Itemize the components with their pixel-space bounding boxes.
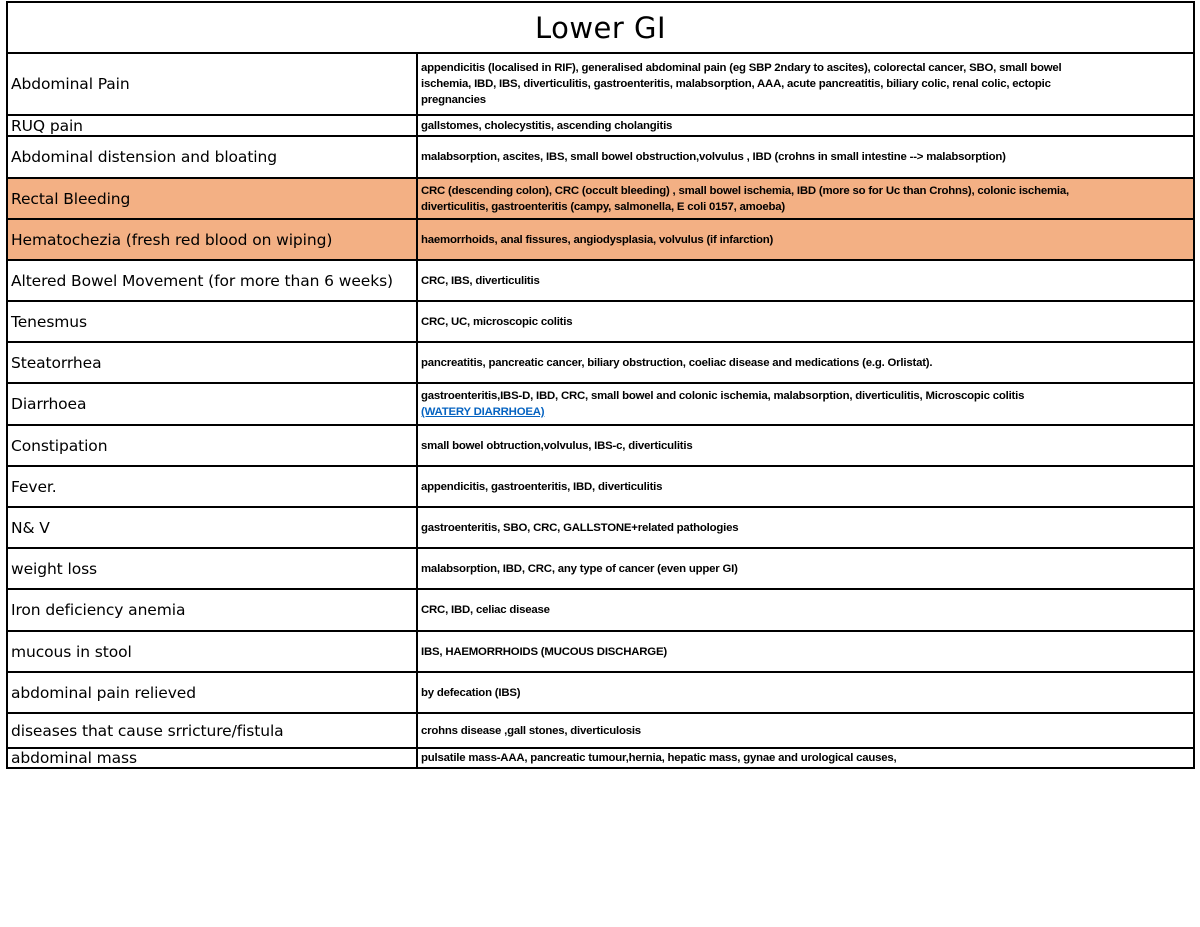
causes-line: gastroenteritis, SBO, CRC, GALLSTONE+related pathologies <box>421 521 739 534</box>
causes-cell <box>417 507 1194 548</box>
table-row <box>7 178 1194 219</box>
table-row <box>7 672 1194 713</box>
causes-line: small bowel obtruction,volvulus, IBS-c, diverticulitis <box>421 439 693 452</box>
causes-text <box>421 118 1190 134</box>
causes-cell <box>417 260 1194 301</box>
symptom-cell: Abdominal distension and bloating <box>7 136 417 178</box>
causes-line: malabsorption, ascites, IBS, small bowel obstruction,volvulus , IBD (crohns in small intestine --> malabsorption) <box>421 151 1006 163</box>
causes-cell <box>417 136 1194 178</box>
table-row <box>7 748 1194 768</box>
table-row <box>7 425 1194 466</box>
causes-line: pregnancies <box>421 94 486 106</box>
causes-line: appendicitis (localised in RIF), generalised abdominal pain (eg SBP 2ndary to ascites), colorectal cancer, SBO, small bowel <box>421 62 1062 74</box>
causes-cell <box>417 383 1194 425</box>
causes-cell <box>417 548 1194 589</box>
causes-text <box>421 723 1190 739</box>
causes-line: pulsatile mass-AAA, pancreatic tumour,hernia, hepatic mass, gynae and urological causes, <box>421 752 897 764</box>
causes-text <box>421 438 1190 454</box>
symptom-cell: mucous in stool <box>7 631 417 672</box>
causes-cell <box>417 219 1194 260</box>
table-row <box>7 219 1194 260</box>
causes-cell <box>417 631 1194 672</box>
table-row <box>7 548 1194 589</box>
causes-text <box>421 479 1190 495</box>
causes-text <box>421 60 1190 108</box>
table-row <box>7 589 1194 631</box>
symptom-cell: N& V <box>7 507 417 548</box>
causes-cell <box>417 53 1194 115</box>
causes-text <box>421 644 1190 660</box>
symptom-cell: abdominal mass <box>7 748 417 768</box>
causes-line: pancreatitis, pancreatic cancer, biliary obstruction, coeliac disease and medications (e.g. Orlistat). <box>421 356 933 369</box>
table-row <box>7 631 1194 672</box>
causes-line: CRC, IBD, celiac disease <box>421 604 550 616</box>
causes-line: by defecation (IBS) <box>421 686 521 699</box>
symptom-cell: abdominal pain relieved <box>7 672 417 713</box>
causes-cell <box>417 466 1194 507</box>
causes-text <box>421 561 1190 577</box>
causes-line: CRC (descending colon), CRC (occult bleeding) , small bowel ischemia, IBD (more so for Uc than Crohns), colonic ischemia, <box>421 184 1069 197</box>
symptom-cell: Iron deficiency anemia <box>7 589 417 631</box>
causes-cell <box>417 713 1194 748</box>
causes-line: gastroenteritis,IBS-D, IBD, CRC, small bowel and colonic ischemia, malabsorption, diverticulitis, Microscopic colitis <box>421 390 1025 402</box>
table-row <box>7 466 1194 507</box>
symptom-cell: Altered Bowel Movement (for more than 6 weeks) <box>7 260 417 301</box>
causes-line: haemorrhoids, anal fissures, angiodysplasia, volvulus (if infarction) <box>421 233 774 246</box>
causes-line: diverticulitis, gastroenteritis (campy, salmonella, E coli 0157, amoeba) <box>421 200 785 213</box>
symptom-cell: Diarrhoea <box>7 383 417 425</box>
symptom-cell: weight loss <box>7 548 417 589</box>
symptom-cell: diseases that cause srricture/fistula <box>7 713 417 748</box>
causes-cell <box>417 178 1194 219</box>
symptom-cell: Fever. <box>7 466 417 507</box>
causes-cell <box>417 589 1194 631</box>
causes-line: crohns disease ,gall stones, diverticulosis <box>421 724 641 737</box>
symptom-cell: Constipation <box>7 425 417 466</box>
causes-text <box>421 232 1190 248</box>
causes-cell <box>417 425 1194 466</box>
table-body <box>7 2 1194 768</box>
symptom-cell: Hematochezia (fresh red blood on wiping) <box>7 219 417 260</box>
causes-line: malabsorption, IBD, CRC, any type of cancer (even upper GI) <box>421 562 738 575</box>
table-row <box>7 301 1194 342</box>
causes-text <box>421 183 1190 215</box>
table-row <box>7 115 1194 136</box>
causes-text <box>421 149 1190 165</box>
causes-line: CRC, UC, microscopic colitis <box>421 315 573 328</box>
table-row <box>7 136 1194 178</box>
symptom-cell: Steatorrhea <box>7 342 417 383</box>
causes-cell <box>417 301 1194 342</box>
causes-text <box>421 273 1190 289</box>
causes-line: IBS, HAEMORRHOIDS (MUCOUS DISCHARGE) <box>421 645 667 658</box>
sheet-title: Lower GI <box>7 2 1194 53</box>
symptom-cell: Abdominal Pain <box>7 53 417 115</box>
causes-text <box>421 750 1190 766</box>
watery-diarrhoea-link[interactable]: (WATERY DIARRHOEA) <box>421 406 545 418</box>
causes-text <box>421 355 1190 371</box>
causes-text <box>421 314 1190 330</box>
causes-text <box>421 388 1190 420</box>
table-row <box>7 53 1194 115</box>
symptom-cell: Tenesmus <box>7 301 417 342</box>
causes-cell <box>417 748 1194 768</box>
table-row <box>7 507 1194 548</box>
causes-line: ischemia, IBD, IBS, diverticulitis, gastroenteritis, malabsorption, AAA, acute pancreatitis, biliary colic, renal colic, ectopic <box>421 78 1051 90</box>
lower-gi-table <box>6 1 1195 769</box>
table-row <box>7 383 1194 425</box>
causes-line: CRC, IBS, diverticulitis <box>421 274 540 287</box>
symptom-cell: RUQ pain <box>7 115 417 136</box>
causes-text <box>421 685 1190 701</box>
table-row <box>7 342 1194 383</box>
symptom-cell: Rectal Bleeding <box>7 178 417 219</box>
title-row <box>7 2 1194 53</box>
causes-cell <box>417 342 1194 383</box>
causes-cell <box>417 672 1194 713</box>
causes-cell <box>417 115 1194 136</box>
table-row <box>7 713 1194 748</box>
causes-line: appendicitis, gastroenteritis, IBD, diverticulitis <box>421 480 663 493</box>
causes-text <box>421 602 1190 618</box>
causes-text <box>421 520 1190 536</box>
table-row <box>7 260 1194 301</box>
causes-line: gallstomes, cholecystitis, ascending cholangitis <box>421 119 673 132</box>
